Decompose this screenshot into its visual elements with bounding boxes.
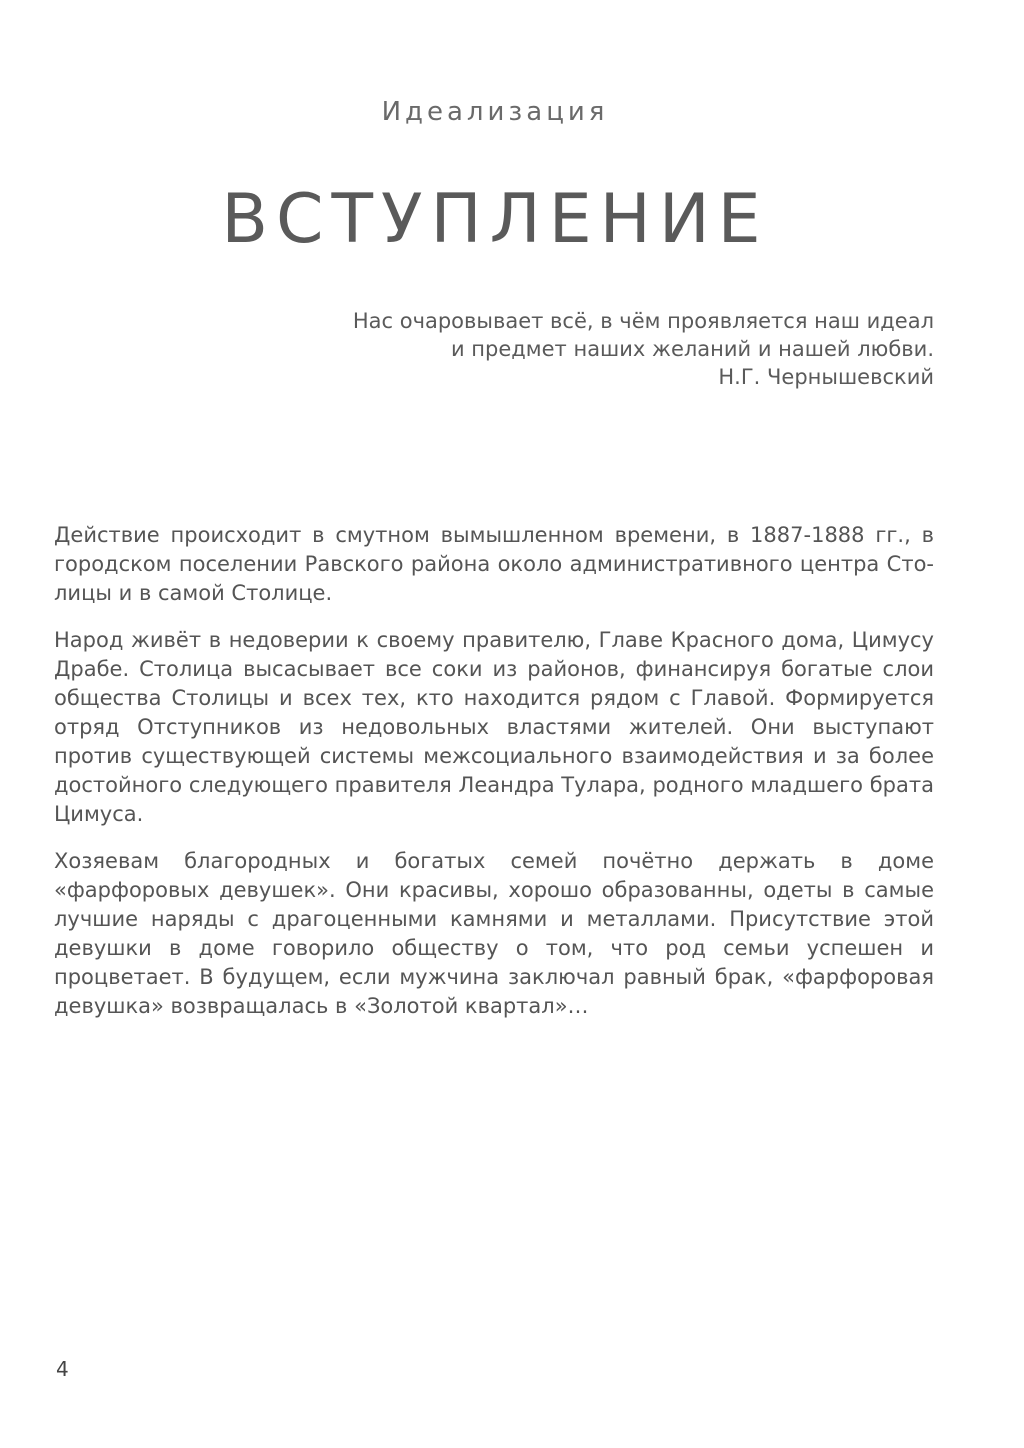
epigraph-author: Н.Г. Чернышевский — [718, 365, 934, 389]
paragraph: Народ живёт в недоверии к своему правителю, Главе Красного дома, Цимусу Драбе. Столица высасывает все соки из районов, финансируя богатые слои общества Столицы и всех тех, кто находится рядом с Главой. Формируется отряд Отступников из недовольных властями жителей. Они выступают против существующей системы межсоциального взаимодействия и за более достойного следующего правителя Леандра Тулара, родного младшего брата Цимуса. — [54, 628, 934, 826]
paragraph: Хозяевам благородных и богатых семей почётно держать в доме «фарфоровых девушек». Они красивы, хорошо образованны, одеты в самые лучшие наряды с драгоценными камнями и металлами. Присутствие этой девушки в доме говорило обществу о том, что род семьи успешен и процветает. В будущем, если мужчина заключал равный брак, «фарфоровая девушка» возвращалась в «Золотой квартал»… — [54, 849, 934, 1018]
body-text — [54, 521, 934, 1039]
epigraph-line: и предмет наших желаний и нашей любви. — [450, 337, 934, 361]
epigraph-line: Нас очаровывает всё, в чём проявляется наш идеал — [352, 309, 934, 333]
paragraph: Действие происходит в смутном вымышленном времени, в 1887-1888 гг., в городском поселении Равского района около административного центра Столицы и в самой Столице. — [54, 523, 934, 605]
epigraph — [294, 307, 934, 391]
page-number: 4 — [56, 1357, 69, 1381]
running-title: Идеализация — [381, 97, 609, 127]
chapter-title: ВСТУПЛЕНИЕ — [221, 180, 769, 259]
